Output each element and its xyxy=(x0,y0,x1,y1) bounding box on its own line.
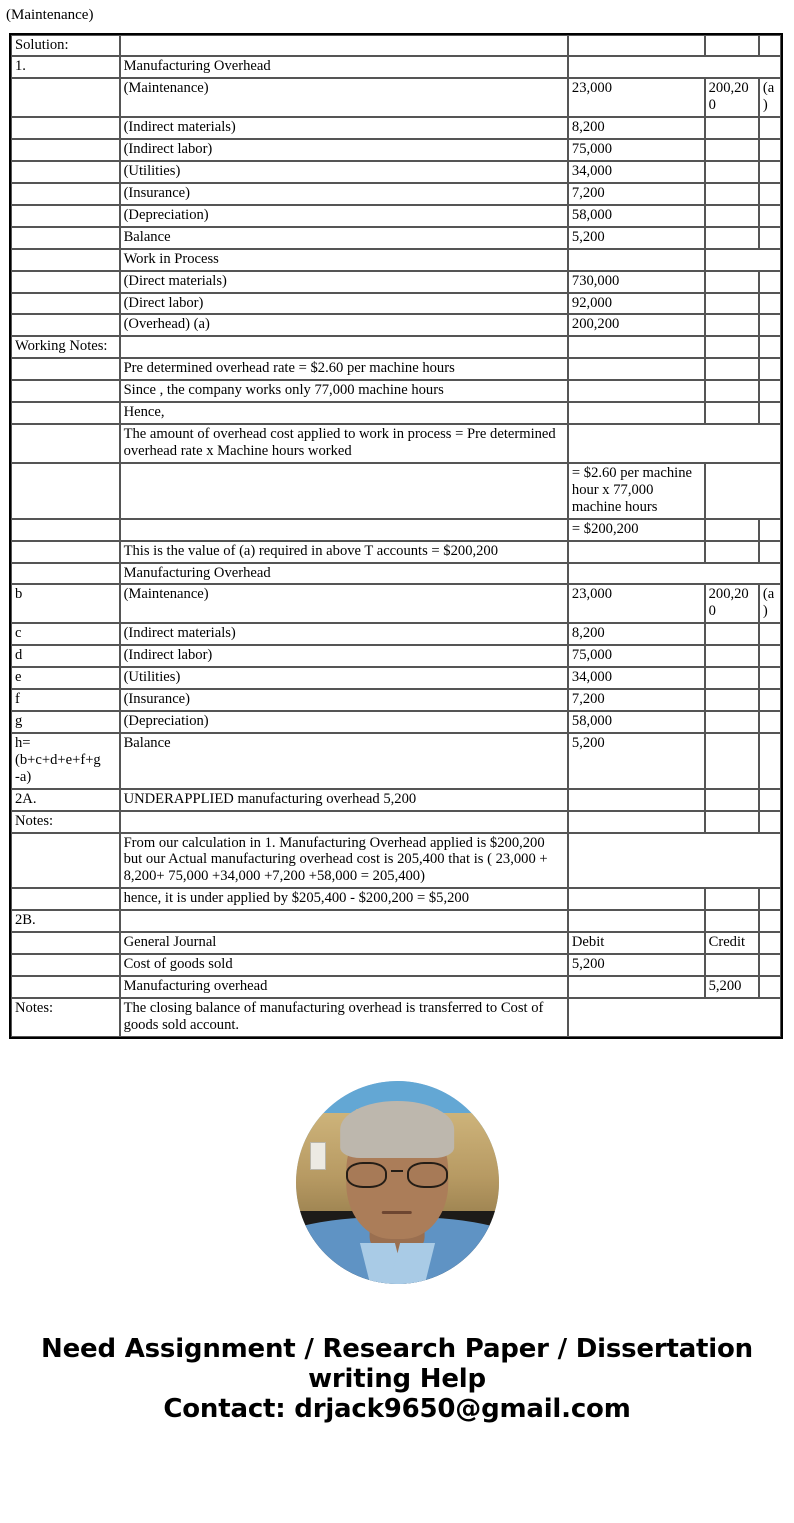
row-moh2-indirect-lab-cell-ref: d xyxy=(11,645,120,667)
row-moh-insurance xyxy=(11,183,781,205)
row-overhead-result-cell-ref xyxy=(11,519,120,541)
row-working-notes-cell-ref: Working Notes: xyxy=(11,336,120,358)
row-notes-2-cell-amount xyxy=(568,998,781,1037)
footer-line-3: Contact: drjack9650@gmail.com xyxy=(163,1394,631,1425)
avatar-glasses-right-lens xyxy=(407,1162,448,1188)
row-moh-balance-cell-description: Balance xyxy=(120,227,568,249)
row-moh2-depreciation-cell-ref: g xyxy=(11,711,120,733)
row-moh-utilities-cell-credit xyxy=(705,161,759,183)
solution-table-body xyxy=(11,35,781,1037)
avatar-hair xyxy=(340,1101,454,1158)
avatar-glasses-bridge xyxy=(391,1170,403,1172)
row-predetermined-rate-cell-description: Pre determined overhead rate = $2.60 per machine hours xyxy=(120,358,568,380)
row-working-notes-cell-amount xyxy=(568,336,705,358)
row-journal-header-cell-ref xyxy=(11,932,120,954)
row-notes-1-label-cell-ref: Notes: xyxy=(11,811,120,833)
row-moh2-maintenance-cell-amount: 23,000 xyxy=(568,584,705,623)
avatar-background-switch xyxy=(310,1142,326,1170)
solution-table xyxy=(9,33,783,1039)
row-journal-moh-cell-ref xyxy=(11,976,120,998)
row-2b xyxy=(11,910,781,932)
row-moh2-depreciation-cell-description: (Depreciation) xyxy=(120,711,568,733)
row-moh-indirect-lab-cell-credit xyxy=(705,139,759,161)
row-hence-cell-tag xyxy=(759,402,781,424)
footer-line-2: writing Help xyxy=(308,1363,486,1394)
row-wip-header-cell-credit xyxy=(705,249,781,271)
row-moh-depreciation xyxy=(11,205,781,227)
row-section-1-cell-description: Manufacturing Overhead xyxy=(120,56,568,78)
row-since-hours-cell-credit xyxy=(705,380,759,402)
row-predetermined-rate-cell-credit xyxy=(705,358,759,380)
row-moh-indirect-mat xyxy=(11,117,781,139)
row-since-hours-cell-amount xyxy=(568,380,705,402)
row-moh2-indirect-mat-cell-credit xyxy=(705,623,759,645)
row-moh-depreciation-cell-tag xyxy=(759,205,781,227)
row-hence-underapplied-cell-ref xyxy=(11,888,120,910)
row-since-hours-cell-ref xyxy=(11,380,120,402)
row-moh-depreciation-cell-credit xyxy=(705,205,759,227)
row-moh-maintenance-cell-tag: (a) xyxy=(759,78,781,117)
row-overhead-formula-cell-amount xyxy=(568,424,781,463)
row-journal-header-cell-credit: Credit xyxy=(705,932,759,954)
row-predetermined-rate-cell-tag xyxy=(759,358,781,380)
row-hence-underapplied-cell-tag xyxy=(759,888,781,910)
row-moh2-header-cell-amount xyxy=(568,563,781,585)
row-moh-utilities-cell-ref xyxy=(11,161,120,183)
row-moh2-indirect-lab-cell-description: (Indirect labor) xyxy=(120,645,568,667)
row-section-1-cell-ref: 1. xyxy=(11,56,120,78)
row-moh-balance xyxy=(11,227,781,249)
row-moh2-utilities-cell-tag xyxy=(759,667,781,689)
row-overhead-result-cell-credit xyxy=(705,519,759,541)
row-moh2-indirect-mat-cell-tag xyxy=(759,623,781,645)
row-moh2-utilities-cell-description: (Utilities) xyxy=(120,667,568,689)
row-moh-depreciation-cell-amount: 58,000 xyxy=(568,205,705,227)
row-wip-direct-lab-cell-description: (Direct labor) xyxy=(120,293,568,315)
row-moh-utilities-cell-amount: 34,000 xyxy=(568,161,705,183)
row-moh-maintenance-cell-amount: 23,000 xyxy=(568,78,705,117)
row-hence-cell-amount xyxy=(568,402,705,424)
row-wip-header-cell-amount xyxy=(568,249,705,271)
row-moh2-depreciation-cell-tag xyxy=(759,711,781,733)
row-journal-moh xyxy=(11,976,781,998)
row-moh2-indirect-lab-cell-tag xyxy=(759,645,781,667)
row-value-of-a-cell-amount xyxy=(568,541,705,563)
row-notes-1-body-cell-ref xyxy=(11,833,120,889)
row-moh-insurance-cell-credit xyxy=(705,183,759,205)
row-journal-cogs-cell-ref xyxy=(11,954,120,976)
row-since-hours-cell-description: Since , the company works only 77,000 machine hours xyxy=(120,380,568,402)
row-journal-header-cell-amount: Debit xyxy=(568,932,705,954)
row-hence-underapplied-cell-credit xyxy=(705,888,759,910)
row-2b-cell-tag xyxy=(759,910,781,932)
row-moh-maintenance xyxy=(11,78,781,117)
row-overhead-result-cell-description xyxy=(120,519,568,541)
row-value-of-a-cell-tag xyxy=(759,541,781,563)
row-hence-cell-credit xyxy=(705,402,759,424)
row-overhead-result-cell-amount: = $200,200 xyxy=(568,519,705,541)
row-moh-indirect-lab xyxy=(11,139,781,161)
row-2a-underapplied-cell-credit xyxy=(705,789,759,811)
row-value-of-a-cell-credit xyxy=(705,541,759,563)
row-solution-cell-ref: Solution: xyxy=(11,35,120,57)
row-value-of-a-cell-ref xyxy=(11,541,120,563)
row-moh2-indirect-lab xyxy=(11,645,781,667)
row-overhead-calc xyxy=(11,463,781,519)
row-moh2-maintenance-cell-tag: (a) xyxy=(759,584,781,623)
row-notes-1-body xyxy=(11,833,781,889)
row-wip-direct-mat-cell-description: (Direct materials) xyxy=(120,271,568,293)
row-moh2-balance xyxy=(11,733,781,789)
row-moh-maintenance-cell-ref xyxy=(11,78,120,117)
row-notes-1-body-cell-description: From our calculation in 1. Manufacturing Overhead applied is $200,200 but our Actual manufacturing overhead cost is 205,400 that is ( 23,000 + 8,200+ 75,000 +34,000 +7,200 +58,000 = 205,400) xyxy=(120,833,568,889)
row-overhead-calc-cell-ref xyxy=(11,463,120,519)
row-moh2-balance-cell-credit xyxy=(705,733,759,789)
row-wip-overhead-cell-ref xyxy=(11,314,120,336)
row-moh-insurance-cell-tag xyxy=(759,183,781,205)
row-moh2-insurance-cell-ref: f xyxy=(11,689,120,711)
row-moh2-maintenance-cell-ref: b xyxy=(11,584,120,623)
row-hence-underapplied-cell-description: hence, it is under applied by $205,400 - $200,200 = $5,200 xyxy=(120,888,568,910)
row-section-1-cell-amount xyxy=(568,56,781,78)
row-wip-direct-mat-cell-tag xyxy=(759,271,781,293)
row-wip-direct-mat xyxy=(11,271,781,293)
row-2a-underapplied xyxy=(11,789,781,811)
row-notes-2-cell-ref: Notes: xyxy=(11,998,120,1037)
row-hence-cell-description: Hence, xyxy=(120,402,568,424)
row-moh-indirect-mat-cell-ref xyxy=(11,117,120,139)
row-moh2-header-cell-ref xyxy=(11,563,120,585)
footer-promo xyxy=(0,1284,794,1444)
row-moh2-utilities xyxy=(11,667,781,689)
row-overhead-formula-cell-description: The amount of overhead cost applied to work in process = Pre determined overhead rate x Machine hours worked xyxy=(120,424,568,463)
row-wip-header-cell-ref xyxy=(11,249,120,271)
row-2b-cell-credit xyxy=(705,910,759,932)
row-moh-maintenance-cell-description: (Maintenance) xyxy=(120,78,568,117)
row-moh2-depreciation-cell-credit xyxy=(705,711,759,733)
row-journal-moh-cell-credit: 5,200 xyxy=(705,976,759,998)
row-moh2-balance-cell-description: Balance xyxy=(120,733,568,789)
avatar-glasses-left-lens xyxy=(346,1162,387,1188)
row-working-notes-cell-credit xyxy=(705,336,759,358)
row-journal-cogs-cell-tag xyxy=(759,954,781,976)
row-moh-indirect-mat-cell-amount: 8,200 xyxy=(568,117,705,139)
row-moh2-indirect-lab-cell-amount: 75,000 xyxy=(568,645,705,667)
row-wip-direct-mat-cell-amount: 730,000 xyxy=(568,271,705,293)
row-notes-1-body-cell-amount xyxy=(568,833,781,889)
row-moh-indirect-lab-cell-ref xyxy=(11,139,120,161)
row-journal-cogs xyxy=(11,954,781,976)
row-moh-depreciation-cell-description: (Depreciation) xyxy=(120,205,568,227)
row-moh-maintenance-cell-credit: 200,200 xyxy=(705,78,759,117)
row-solution xyxy=(11,35,781,57)
row-value-of-a xyxy=(11,541,781,563)
row-moh2-indirect-mat-cell-description: (Indirect materials) xyxy=(120,623,568,645)
row-wip-direct-mat-cell-credit xyxy=(705,271,759,293)
row-2b-cell-ref: 2B. xyxy=(11,910,120,932)
row-2b-cell-description xyxy=(120,910,568,932)
row-wip-overhead-cell-tag xyxy=(759,314,781,336)
row-journal-moh-cell-description: Manufacturing overhead xyxy=(120,976,568,998)
row-predetermined-rate-cell-amount xyxy=(568,358,705,380)
row-moh2-indirect-mat xyxy=(11,623,781,645)
row-moh2-maintenance xyxy=(11,584,781,623)
row-2a-underapplied-cell-ref: 2A. xyxy=(11,789,120,811)
row-overhead-formula xyxy=(11,424,781,463)
row-wip-direct-lab-cell-credit xyxy=(705,293,759,315)
row-journal-cogs-cell-amount: 5,200 xyxy=(568,954,705,976)
row-moh2-depreciation xyxy=(11,711,781,733)
row-overhead-result-cell-tag xyxy=(759,519,781,541)
row-moh-indirect-mat-cell-description: (Indirect materials) xyxy=(120,117,568,139)
row-moh-balance-cell-tag xyxy=(759,227,781,249)
row-moh2-utilities-cell-credit xyxy=(705,667,759,689)
row-journal-moh-cell-tag xyxy=(759,976,781,998)
row-overhead-calc-cell-amount: = $2.60 per machine hour x 77,000 machine hours xyxy=(568,463,705,519)
row-overhead-result xyxy=(11,519,781,541)
row-moh-indirect-mat-cell-credit xyxy=(705,117,759,139)
avatar-container xyxy=(0,1039,794,1284)
row-journal-header-cell-tag xyxy=(759,932,781,954)
row-working-notes-cell-tag xyxy=(759,336,781,358)
row-2a-underapplied-cell-amount xyxy=(568,789,705,811)
row-overhead-formula-cell-ref xyxy=(11,424,120,463)
row-hence-cell-ref xyxy=(11,402,120,424)
row-wip-header-cell-description: Work in Process xyxy=(120,249,568,271)
row-hence-underapplied xyxy=(11,888,781,910)
row-moh2-depreciation-cell-amount: 58,000 xyxy=(568,711,705,733)
row-moh2-maintenance-cell-description: (Maintenance) xyxy=(120,584,568,623)
row-moh2-insurance-cell-tag xyxy=(759,689,781,711)
row-moh-indirect-lab-cell-description: (Indirect labor) xyxy=(120,139,568,161)
row-wip-overhead xyxy=(11,314,781,336)
row-notes-2 xyxy=(11,998,781,1037)
avatar xyxy=(296,1081,499,1284)
row-moh2-insurance-cell-description: (Insurance) xyxy=(120,689,568,711)
row-notes-1-label-cell-description xyxy=(120,811,568,833)
row-journal-moh-cell-amount xyxy=(568,976,705,998)
row-wip-overhead-cell-amount: 200,200 xyxy=(568,314,705,336)
row-wip-direct-lab-cell-ref xyxy=(11,293,120,315)
row-moh2-utilities-cell-amount: 34,000 xyxy=(568,667,705,689)
row-2a-underapplied-cell-description: UNDERAPPLIED manufacturing overhead 5,200 xyxy=(120,789,568,811)
row-moh-utilities xyxy=(11,161,781,183)
row-2a-underapplied-cell-tag xyxy=(759,789,781,811)
row-wip-direct-mat-cell-ref xyxy=(11,271,120,293)
row-section-1 xyxy=(11,56,781,78)
row-journal-header xyxy=(11,932,781,954)
row-predetermined-rate xyxy=(11,358,781,380)
row-moh-insurance-cell-amount: 7,200 xyxy=(568,183,705,205)
row-moh2-header xyxy=(11,563,781,585)
row-moh2-balance-cell-ref: h= (b+c+d+e+f+g -a) xyxy=(11,733,120,789)
row-notes-1-label-cell-amount xyxy=(568,811,705,833)
row-notes-2-cell-description: The closing balance of manufacturing overhead is transferred to Cost of goods sold account. xyxy=(120,998,568,1037)
row-predetermined-rate-cell-ref xyxy=(11,358,120,380)
row-notes-1-label xyxy=(11,811,781,833)
row-moh-utilities-cell-description: (Utilities) xyxy=(120,161,568,183)
row-solution-cell-tag xyxy=(759,35,781,57)
row-notes-1-label-cell-tag xyxy=(759,811,781,833)
row-moh2-utilities-cell-ref: e xyxy=(11,667,120,689)
row-moh2-balance-cell-tag xyxy=(759,733,781,789)
row-since-hours xyxy=(11,380,781,402)
row-working-notes-cell-description xyxy=(120,336,568,358)
row-notes-1-label-cell-credit xyxy=(705,811,759,833)
row-solution-cell-amount xyxy=(568,35,705,57)
row-moh2-indirect-mat-cell-amount: 8,200 xyxy=(568,623,705,645)
row-2b-cell-amount xyxy=(568,910,705,932)
row-moh-utilities-cell-tag xyxy=(759,161,781,183)
row-moh2-insurance-cell-amount: 7,200 xyxy=(568,689,705,711)
row-solution-cell-credit xyxy=(705,35,759,57)
row-overhead-calc-cell-description xyxy=(120,463,568,519)
row-wip-direct-lab-cell-tag xyxy=(759,293,781,315)
row-wip-overhead-cell-credit xyxy=(705,314,759,336)
row-moh-balance-cell-credit xyxy=(705,227,759,249)
row-journal-cogs-cell-description: Cost of goods sold xyxy=(120,954,568,976)
row-moh2-header-cell-description: Manufacturing Overhead xyxy=(120,563,568,585)
row-moh-depreciation-cell-ref xyxy=(11,205,120,227)
top-caption: (Maintenance) xyxy=(6,7,94,23)
footer-line-1: Need Assignment / Research Paper / Dissertation xyxy=(41,1333,753,1364)
row-moh-insurance-cell-description: (Insurance) xyxy=(120,183,568,205)
row-moh-indirect-lab-cell-tag xyxy=(759,139,781,161)
row-hence-underapplied-cell-amount xyxy=(568,888,705,910)
row-journal-cogs-cell-credit xyxy=(705,954,759,976)
row-wip-direct-lab-cell-amount: 92,000 xyxy=(568,293,705,315)
row-moh-balance-cell-ref xyxy=(11,227,120,249)
row-working-notes xyxy=(11,336,781,358)
row-moh-indirect-mat-cell-tag xyxy=(759,117,781,139)
row-moh2-maintenance-cell-credit: 200,200 xyxy=(705,584,759,623)
row-moh-balance-cell-amount: 5,200 xyxy=(568,227,705,249)
row-moh2-insurance-cell-credit xyxy=(705,689,759,711)
row-moh-indirect-lab-cell-amount: 75,000 xyxy=(568,139,705,161)
row-value-of-a-cell-description: This is the value of (a) required in above T accounts = $200,200 xyxy=(120,541,568,563)
row-hence xyxy=(11,402,781,424)
row-moh2-indirect-mat-cell-ref: c xyxy=(11,623,120,645)
row-wip-overhead-cell-description: (Overhead) (a) xyxy=(120,314,568,336)
row-overhead-calc-cell-credit xyxy=(705,463,781,519)
row-moh-insurance-cell-ref xyxy=(11,183,120,205)
row-since-hours-cell-tag xyxy=(759,380,781,402)
row-moh2-insurance xyxy=(11,689,781,711)
row-wip-header xyxy=(11,249,781,271)
row-solution-cell-description xyxy=(120,35,568,57)
row-moh2-indirect-lab-cell-credit xyxy=(705,645,759,667)
row-wip-direct-lab xyxy=(11,293,781,315)
row-moh2-balance-cell-amount: 5,200 xyxy=(568,733,705,789)
row-journal-header-cell-description: General Journal xyxy=(120,932,568,954)
avatar-mouth xyxy=(382,1211,412,1214)
